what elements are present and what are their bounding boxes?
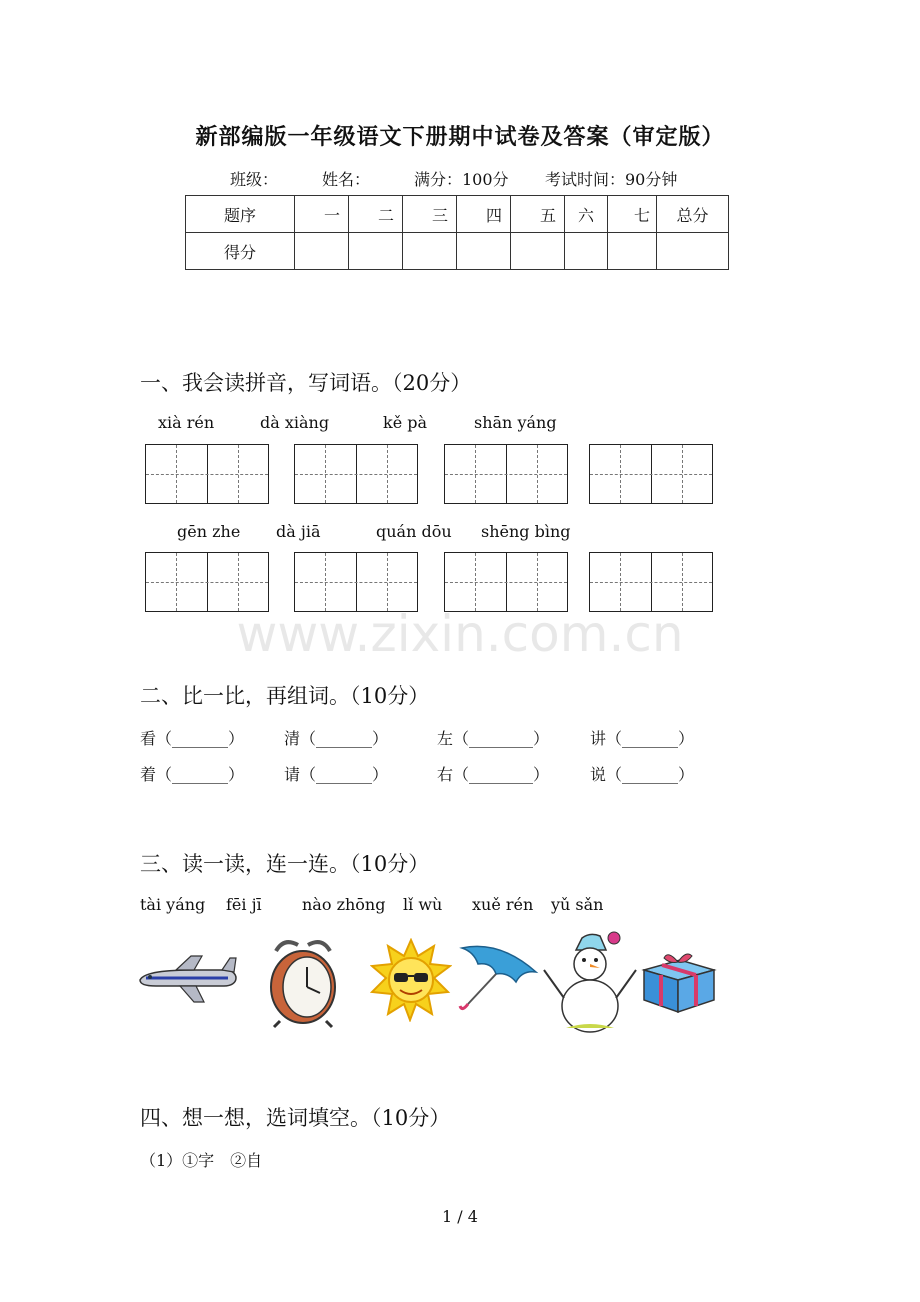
page-title: 新部编版一年级语文下册期中试卷及答案（审定版） [195,124,725,150]
pinyin-label: shān yáng [474,413,557,432]
word-pair-item: 清（_______） [284,729,389,748]
exam-time: 考试时间：90分钟 [545,170,678,189]
pinyin-label: yǔ sǎn [551,895,604,914]
writing-grid[interactable] [444,552,568,612]
snowman-icon[interactable] [540,930,640,1034]
score-cell[interactable] [657,233,729,270]
gift-box-icon[interactable] [640,950,718,1014]
score-cell[interactable] [403,233,457,270]
word-pair-item: 说（_______） [590,765,695,784]
word-pair-item: 左（________） [437,729,550,748]
writing-grid[interactable] [294,552,418,612]
writing-grid[interactable] [145,552,269,612]
alarm-clock-icon[interactable] [264,935,342,1029]
section4-heading: 四、想一想，选词填空。（10分） [140,1106,451,1130]
score-cell[interactable] [295,233,349,270]
writing-grid[interactable] [145,444,269,504]
umbrella-icon[interactable] [456,942,540,1016]
word-pair-item: 讲（_______） [590,729,695,748]
word-pair-item: 看（_______） [140,729,245,748]
pinyin-label: shēng bìng [481,522,571,541]
score-table-header-row [186,196,729,233]
sun-icon[interactable] [370,938,452,1022]
score-row-label: 得分 [186,233,295,270]
score-cell[interactable] [349,233,403,270]
header-cell: 五 [511,196,565,233]
score-cell[interactable] [457,233,511,270]
pinyin-label: lǐ wù [403,895,443,914]
word-pair-item: 右（________） [437,765,550,784]
header-cell: 题序 [186,196,295,233]
watermark: www.zixin.com.cn [236,605,684,663]
section3-heading: 三、读一读，连一连。（10分） [140,852,430,876]
writing-grid[interactable] [294,444,418,504]
pinyin-label: kě pà [383,413,428,432]
header-cell: 六 [565,196,608,233]
pinyin-label: fēi jī [226,895,262,914]
writing-grid[interactable] [444,444,568,504]
header-cell: 三 [403,196,457,233]
full-score: 满分：100分 [414,170,509,189]
word-pair-item: 着（_______） [140,765,245,784]
pinyin-label: nào zhōng [302,895,386,914]
score-cell[interactable] [511,233,565,270]
pinyin-label: xià rén [158,413,215,432]
pinyin-label: xuě rén [472,895,534,914]
header-cell: 一 [295,196,349,233]
writing-grid[interactable] [589,552,713,612]
header-cell: 七 [608,196,657,233]
question-item: （1）①字 ②自 [140,1151,263,1170]
page-number: 1 / 4 [442,1207,478,1226]
section2-heading: 二、比一比，再组词。（10分） [140,684,430,708]
pinyin-label: dà jiā [276,522,321,541]
header-cell: 总分 [657,196,729,233]
header-cell: 四 [457,196,511,233]
header-cell: 二 [349,196,403,233]
score-cell[interactable] [608,233,657,270]
class-label: 班级： [230,170,279,189]
name-label: 姓名： [322,170,371,189]
section1-heading: 一、我会读拼音，写词语。（20分） [140,371,472,395]
score-table [185,195,729,270]
score-cell[interactable] [565,233,608,270]
pinyin-label: quán dōu [376,522,452,541]
word-pair-item: 请（_______） [284,765,389,784]
score-table-score-row [186,233,729,270]
airplane-icon[interactable] [136,950,240,1008]
pinyin-label: dà xiàng [260,413,330,432]
pinyin-label: tài yáng [140,895,206,914]
pinyin-label: gēn zhe [177,522,241,541]
writing-grid[interactable] [589,444,713,504]
